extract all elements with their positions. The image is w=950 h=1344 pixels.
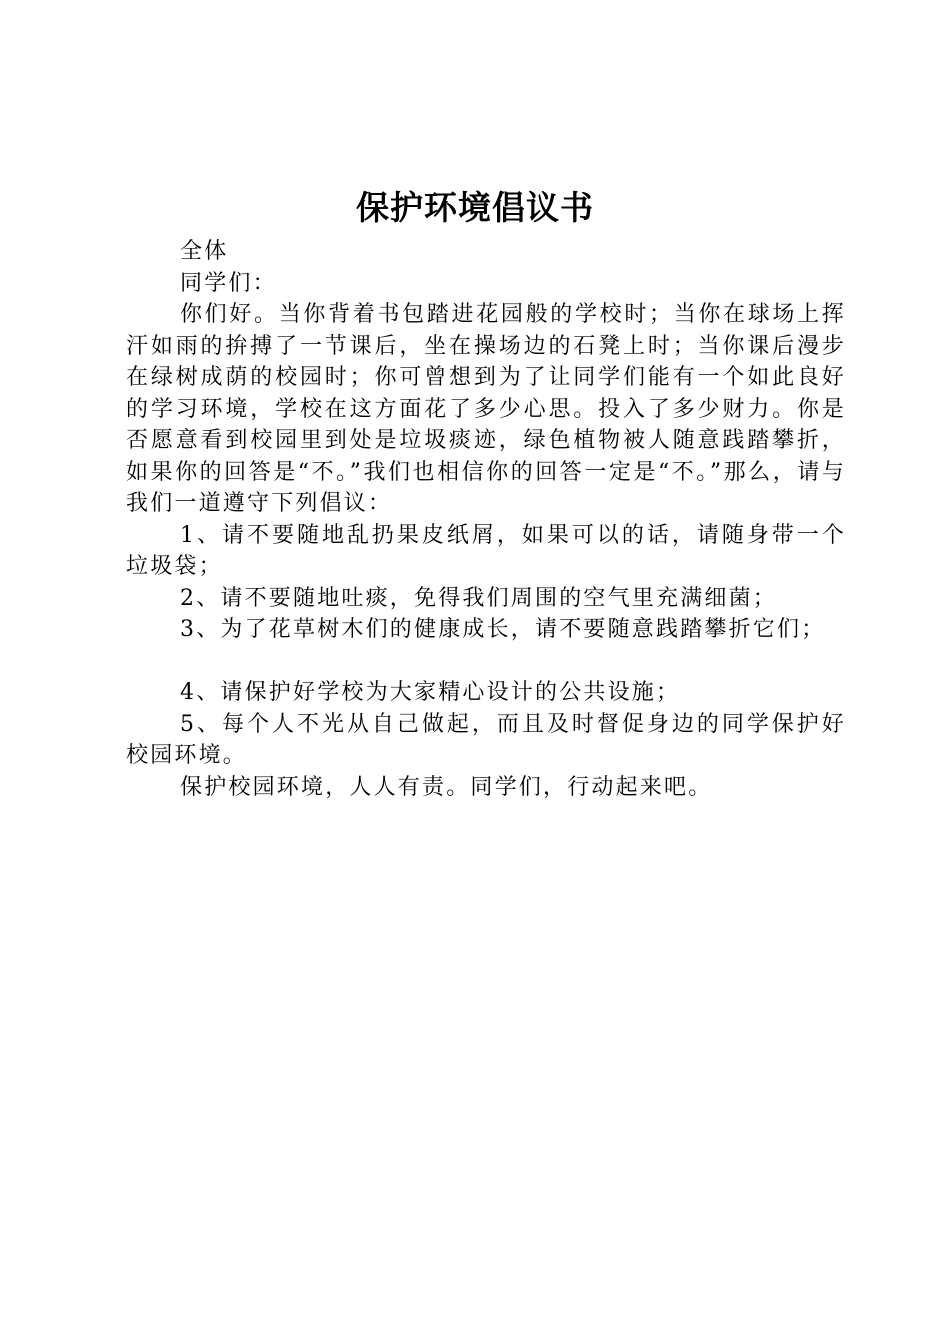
proposal-item-4: 4、请保护好学校为大家精心设计的公共设施；: [180, 680, 681, 705]
proposal-item-2: 2、请不要随地吐痰，免得我们周围的空气里充满细菌；: [180, 585, 777, 611]
salutation-line-1: 全体: [180, 239, 229, 264]
salutation-line-2: 同学们：: [180, 270, 277, 296]
proposal-item-5: 5、每个人不光从自己做起，而且及时督促身边的同学保护好校园环境。: [126, 711, 846, 768]
document-body: [126, 236, 846, 803]
document-title: 保护环境倡议书: [356, 188, 594, 227]
proposal-item-1: 1、请不要随地乱扔果皮纸屑，如果可以的话，请随身带一个垃圾袋；: [126, 522, 846, 579]
closing-paragraph: 保护校园环境，人人有责。同学们，行动起来吧。: [180, 774, 713, 800]
blank-line: [126, 646, 846, 678]
intro-paragraph: 你们好。当你背着书包踏进花园般的学校时；当你在球场上挥汗如雨的拚搏了一节课后，坐在操场边的石凳上时；当你课后漫步在绿树成荫的校园时；你可曾想到为了让同学们能有一个如此良好的学习环境，学校在这方面花了多少心思。投入了多少财力。你是否愿意看到校园里到处是垃圾痰迹，绿色植物被人随意践踏攀折，如果你的回答是“不。”我们也相信你的回答一定是“不。”那么，请与我们一道遵守下列倡议：: [126, 302, 846, 516]
proposal-item-3: 3、为了花草树木们的健康成长，请不要随意践踏攀折它们；: [180, 617, 826, 642]
